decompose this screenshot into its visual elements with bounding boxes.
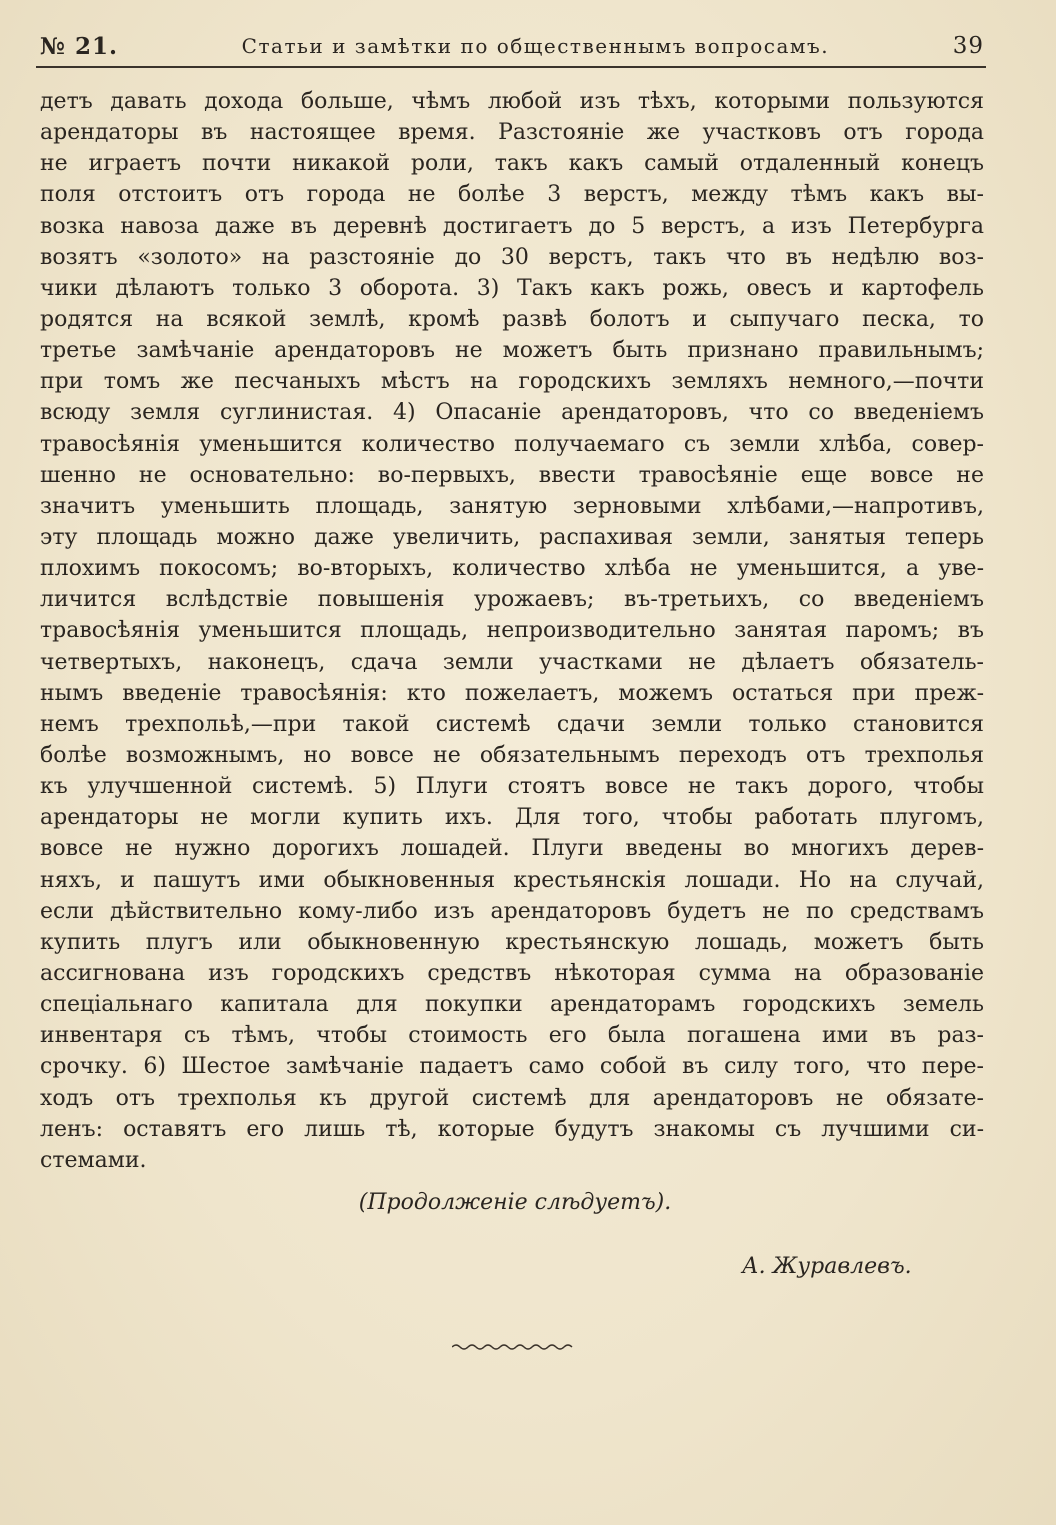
header-rule: [36, 66, 986, 68]
text-line: немъ трехпольѣ,—при такой системѣ сдачи земли только становится: [40, 711, 984, 737]
text-line: къ улучшенной системѣ. 5) Плуги стоятъ вовсе не такъ дорого, чтобы: [40, 774, 984, 800]
text-line: родятся на всякой землѣ, кромѣ развѣ болотъ и сыпучаго песка, то: [40, 306, 984, 332]
page-number: 39: [952, 33, 984, 59]
running-header: [40, 28, 984, 64]
text-line: болѣе возможнымъ, но вовсе не обязательнымъ переходъ отъ трехполья: [40, 742, 984, 768]
end-ornament: [452, 1342, 576, 1352]
text-line: няхъ, и пашутъ ими обыкновенныя крестьянскія лошади. Но на случай,: [40, 867, 984, 893]
text-line: детъ давать дохода больше, чѣмъ любой изъ тѣхъ, которыми пользуются: [40, 89, 984, 114]
text-line: травосѣянія уменьшится количество получаемаго съ земли хлѣба, совер-: [40, 431, 984, 457]
section-title: Статьи и замѣтки по общественнымъ вопросамъ.: [241, 34, 830, 58]
text-line: спеціальнаго капитала для покупки арендаторамъ городскихъ земель: [40, 992, 984, 1018]
text-line: возка навоза даже въ деревнѣ достигаетъ до 5 верстъ, а изъ Петербурга: [40, 213, 984, 239]
text-line: при томъ же песчаныхъ мѣстъ на городскихъ земляхъ немного,—почти: [40, 369, 984, 395]
text-line: арендаторы не могли купить ихъ. Для того, чтобы работать плугомъ,: [40, 805, 984, 831]
text-line: третье замѣчаніе арендаторовъ не можетъ быть признано правильнымъ;: [40, 338, 984, 364]
text-line: инвентаря съ тѣмъ, чтобы стоимость его была погашена ими въ раз-: [40, 1023, 984, 1049]
text-line: травосѣянія уменьшится площадь, непроизводительно занятая паромъ; въ: [40, 618, 984, 644]
text-line: стемами.: [40, 1147, 147, 1173]
text-line: эту площадь можно даже увеличить, распахивая земли, занятыя теперь: [40, 524, 984, 550]
text-line: не играетъ почти никакой роли, такъ какъ самый отдаленный конецъ: [40, 151, 984, 177]
text-line: всюду земля суглинистая. 4) Опасаніе арендаторовъ, что со введеніемъ: [40, 400, 984, 426]
text-line: шенно не основательно: во-первыхъ, ввести травосѣяніе еще вовсе не: [40, 462, 984, 488]
issue-number: № 21.: [40, 32, 119, 60]
text-line: возятъ «золото» на разстояніе до 30 верстъ, такъ что въ недѣлю воз-: [40, 244, 984, 270]
text-line: чики дѣлаютъ только 3 оборота. 3) Такъ какъ рожь, овесъ и картофель: [40, 275, 984, 301]
text-line: личится вслѣдствіе повышенія урожаевъ; въ-третьихъ, со введеніемъ: [40, 587, 984, 613]
text-line: если дѣйствительно кому-либо изъ арендаторовъ будетъ не по средствамъ: [40, 898, 984, 924]
text-line: купить плугъ или обыкновенную крестьянскую лошадь, можетъ быть: [40, 929, 984, 955]
continued-note: (Продолженіе слѣдуетъ).: [358, 1190, 672, 1215]
text-line: ленъ: оставятъ его лишь тѣ, которые будутъ знакомы съ лучшими си-: [40, 1116, 984, 1142]
text-line: арендаторы въ настоящее время. Разстояніе же участковъ отъ города: [40, 120, 984, 146]
text-line: четвертыхъ, наконецъ, сдача земли участками не дѣлаетъ обязатель-: [40, 649, 984, 675]
article-body: [40, 86, 984, 1176]
text-line: вовсе не нужно дорогихъ лошадей. Плуги введены во многихъ дерев-: [40, 836, 984, 862]
author-signature: А. Журавлевъ.: [742, 1254, 912, 1279]
text-line: ходъ отъ трехполья къ другой системѣ для арендаторовъ не обязате-: [40, 1085, 984, 1111]
text-line: срочку. 6) Шестое замѣчаніе падаетъ само собой въ силу того, что пере-: [40, 1054, 984, 1080]
text-line: ассигнована изъ городскихъ средствъ нѣкоторая сумма на образованіе: [40, 960, 984, 986]
text-line: плохимъ покосомъ; во-вторыхъ, количество хлѣба не уменьшится, а уве-: [40, 556, 984, 582]
text-line: поля отстоитъ отъ города не болѣе 3 верстъ, между тѣмъ какъ вы-: [40, 182, 984, 208]
text-line: нымъ введеніе травосѣянія: кто пожелаетъ, можемъ остаться при преж-: [40, 680, 984, 706]
text-line: значитъ уменьшить площадь, занятую зерновыми хлѣбами,—напротивъ,: [40, 493, 984, 519]
